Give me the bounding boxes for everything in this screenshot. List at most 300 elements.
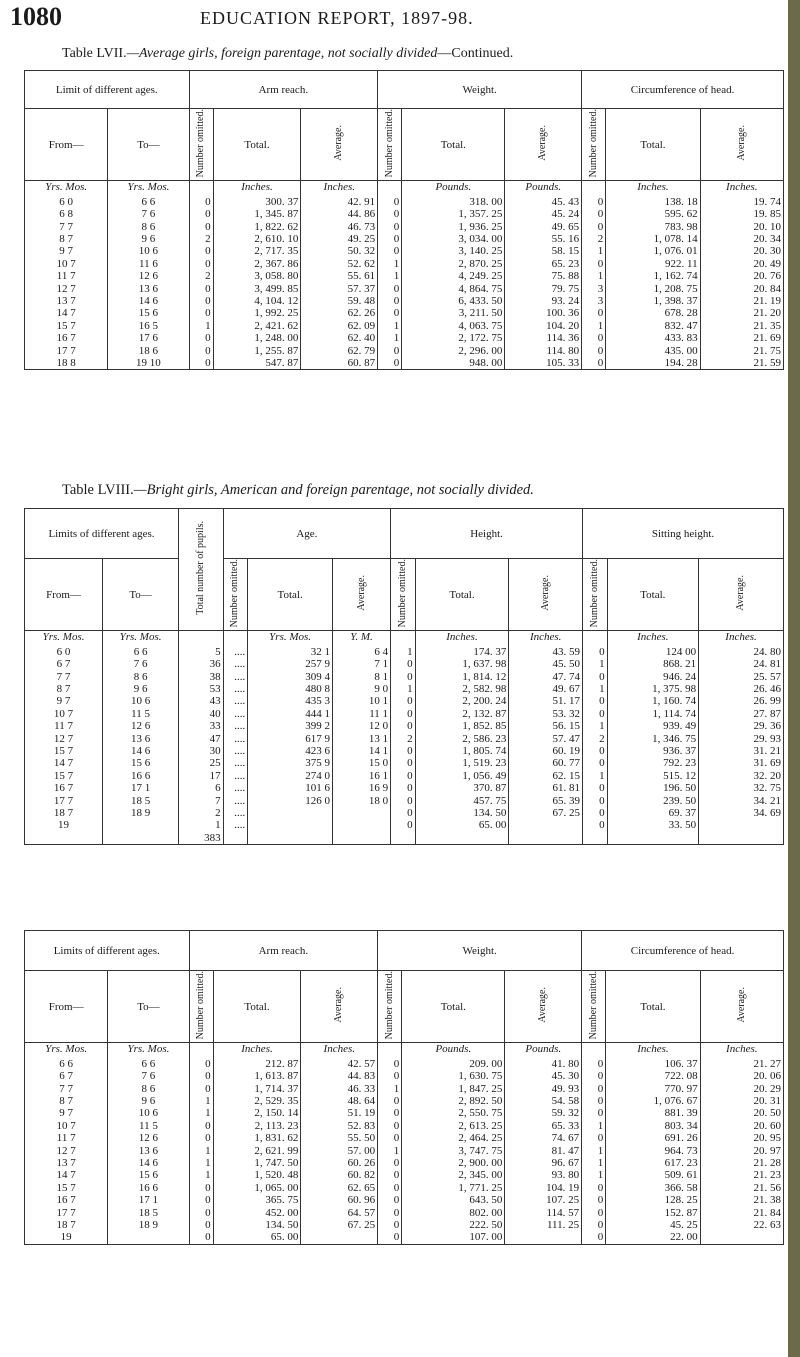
table-row-cell: .... [223, 733, 248, 745]
table57-h-avg-3: Average. [735, 125, 747, 161]
table-row-cell: 1 [378, 258, 402, 270]
unit-row-cell: Yrs. Mos. [103, 631, 179, 644]
table-row-cell: 239. 50 [607, 795, 699, 807]
table-row-cell: 47 [179, 733, 224, 745]
table-row-cell: 0 [189, 1070, 213, 1082]
table-row-cell: 22. 00 [606, 1231, 700, 1244]
table58b-h-from: From— [25, 971, 108, 1043]
table58-h-age: Age. [223, 509, 390, 559]
table57-caption-suffix: —Continued. [437, 46, 514, 61]
table-row-cell: 104. 20 [505, 320, 582, 332]
table-row-cell: 32 1 [248, 644, 333, 658]
table-row-cell: 936. 37 [607, 745, 699, 757]
table-row-cell: 9 6 [108, 233, 189, 245]
unit-row-cell: Inches. [606, 1043, 700, 1056]
table-row-cell: 1 [378, 1145, 402, 1157]
table-row [25, 345, 784, 357]
table58b-h-total-3: Total. [606, 971, 700, 1043]
table-row-cell: 6 7 [25, 658, 103, 670]
table-row-cell: 15 7 [25, 745, 103, 757]
table-row-cell: 18 8 [25, 357, 108, 370]
table-row-cell: 9 7 [25, 695, 103, 707]
table-row [25, 644, 784, 658]
table-row-cell: 1, 162. 74 [606, 270, 700, 282]
table-row-cell: 0 [391, 745, 416, 757]
table-row-cell: 1, 208. 75 [606, 283, 700, 295]
table57-h-total-3: Total. [606, 109, 700, 181]
table-row-cell: 1 [189, 320, 213, 332]
table-row-cell: 0 [391, 720, 416, 732]
table-row-cell: 868. 21 [607, 658, 699, 670]
table-row [25, 1157, 784, 1169]
total-row-cell [391, 832, 416, 845]
page-edge-binding [788, 0, 800, 1357]
table-row-cell: 43. 59 [509, 644, 583, 658]
running-head: EDUCATION REPORT, 1897-98. [200, 8, 474, 28]
table-row-cell: 6 6 [25, 1056, 108, 1070]
table-row-cell: 8 7 [25, 1095, 108, 1107]
table-row-cell: 274 0 [248, 770, 333, 782]
table-row-cell: 1, 747. 50 [213, 1157, 301, 1169]
table-row-cell: 433. 83 [606, 332, 700, 344]
table-row [25, 807, 784, 819]
table-row-cell: 7 6 [103, 658, 179, 670]
table-row-cell: 69. 37 [607, 807, 699, 819]
table-row-cell: 3, 747. 75 [402, 1145, 505, 1157]
table-row-cell: .... [223, 720, 248, 732]
table-row-cell: 1 [583, 658, 608, 670]
table-row-cell: 0 [583, 644, 608, 658]
table-row-cell: 0 [378, 221, 402, 233]
table58-caption-label: Table LVIII. [62, 482, 134, 498]
unit-row-cell: Pounds. [402, 181, 505, 194]
table-row-cell: 2, 550. 75 [402, 1107, 505, 1119]
table-row-cell: 8 6 [108, 1083, 189, 1095]
table-row-cell [103, 819, 179, 831]
table-row-cell: 2, 367. 86 [213, 258, 301, 270]
unit-row-cell: Pounds. [505, 181, 582, 194]
table-row-cell: .... [223, 708, 248, 720]
table-row-cell: 67. 25 [509, 807, 583, 819]
table-row-cell: 16 7 [25, 1194, 108, 1206]
table-row-cell: 67. 25 [301, 1219, 378, 1231]
total-row-cell: 383 [179, 832, 224, 845]
table-row [25, 245, 784, 257]
table-row-cell: 209. 00 [402, 1056, 505, 1070]
table-row-cell: 20. 10 [700, 221, 783, 233]
table-row-cell: 0 [583, 745, 608, 757]
table-row-cell: 3, 058. 80 [213, 270, 301, 282]
unit-row-cell [378, 181, 402, 194]
table-row-cell: 1, 852. 85 [415, 720, 509, 732]
table58b-h-num-2: Number omitted. [383, 971, 395, 1040]
table-row-cell: 33 [179, 720, 224, 732]
table-row [25, 1120, 784, 1132]
table-row-cell: 22. 63 [700, 1219, 783, 1231]
table-row-cell: 13 6 [103, 733, 179, 745]
table-row-cell: 11 7 [25, 720, 103, 732]
table-row-cell: 0 [391, 658, 416, 670]
table-row-cell: 1, 114. 74 [607, 708, 699, 720]
table-row-cell: 55. 50 [301, 1132, 378, 1144]
unit-row-cell: Inches. [301, 181, 378, 194]
table-row-cell: 691. 26 [606, 1132, 700, 1144]
table-row-cell: 21. 75 [700, 345, 783, 357]
table-row-cell: 21. 56 [700, 1182, 783, 1194]
table-row-cell: 0 [189, 295, 213, 307]
table-row-cell: 7 6 [108, 208, 189, 220]
table-row-cell: 53. 32 [509, 708, 583, 720]
table-row-cell: 2, 529. 35 [213, 1095, 301, 1107]
table57-h-limits: Limit of different ages. [25, 71, 190, 109]
table-row-cell: 318. 00 [402, 194, 505, 208]
table-row-cell: 6 0 [25, 194, 108, 208]
table-row-cell: 59. 48 [301, 295, 378, 307]
table-row-cell: 2 [582, 233, 606, 245]
table-row-cell [333, 807, 391, 819]
table-row-cell: 10 7 [25, 1120, 108, 1132]
table-row-cell: 9 0 [333, 683, 391, 695]
table-row [25, 1056, 784, 1070]
table-row-cell: 0 [583, 807, 608, 819]
table-row-cell: 1, 814. 12 [415, 671, 509, 683]
table-row-cell: 1, 076. 01 [606, 245, 700, 257]
table-row-cell: 114. 57 [505, 1207, 582, 1219]
table-row-cell: 75. 88 [505, 270, 582, 282]
table-row-cell: 1, 613. 87 [213, 1070, 301, 1082]
table-row-cell: 14 7 [25, 757, 103, 769]
unit-row-cell: Inches. [213, 181, 301, 194]
table-row-cell: 881. 39 [606, 1107, 700, 1119]
table-row-cell: 4, 104. 12 [213, 295, 301, 307]
table-row-cell: 0 [189, 307, 213, 319]
table-row-cell: 126 0 [248, 795, 333, 807]
unit-row-cell: Inches. [607, 631, 699, 644]
table-row-cell: 60. 19 [509, 745, 583, 757]
table-row-cell: 444 1 [248, 708, 333, 720]
table-row-cell: 0 [189, 208, 213, 220]
table-row-cell: 0 [391, 770, 416, 782]
table-row-cell: 2, 296. 00 [402, 345, 505, 357]
table-row-cell: 7 7 [25, 1083, 108, 1095]
table-row-cell: 11 7 [25, 270, 108, 282]
unit-row [25, 631, 784, 644]
table-row [25, 295, 784, 307]
table-row-cell: 24. 81 [699, 658, 784, 670]
table-row-cell: 3 [582, 295, 606, 307]
table-row-cell: 309 4 [248, 671, 333, 683]
table-row-cell: 26. 46 [699, 683, 784, 695]
table-row-cell: 10 6 [108, 245, 189, 257]
table-row-cell: 0 [583, 671, 608, 683]
table-row-cell: 1 [179, 819, 224, 831]
table-row-cell: 2 [179, 807, 224, 819]
table-row-cell: 0 [189, 1056, 213, 1070]
table-row-cell: 21. 84 [700, 1207, 783, 1219]
table-row-cell: 722. 08 [606, 1070, 700, 1082]
table-row-cell: 803. 34 [606, 1120, 700, 1132]
unit-row-cell: Yrs. Mos. [25, 181, 108, 194]
table-row-cell: 2 [391, 733, 416, 745]
table-row-cell: 17 7 [25, 1207, 108, 1219]
table-row-cell: 55. 16 [505, 233, 582, 245]
table-row-cell: 1, 992. 25 [213, 307, 301, 319]
total-row [25, 832, 784, 845]
table-row-cell: 0 [189, 1207, 213, 1219]
table-row-cell: 43 [179, 695, 224, 707]
table-row-cell: 2, 345. 00 [402, 1169, 505, 1181]
table-row-cell: 29. 36 [699, 720, 784, 732]
table-row-cell: 14 7 [25, 1169, 108, 1181]
table58b-h-weight: Weight. [378, 931, 582, 971]
table-row-cell: 58. 15 [505, 245, 582, 257]
table-row-cell: 34. 21 [699, 795, 784, 807]
table-row [25, 1083, 784, 1095]
table-row-cell: 19 [25, 1231, 108, 1244]
table-row-cell: 3, 034. 00 [402, 233, 505, 245]
table58b-h-arm: Arm reach. [189, 931, 378, 971]
table-row [25, 357, 784, 370]
total-row-cell [103, 832, 179, 845]
table-row-cell: 56. 15 [509, 720, 583, 732]
table-row-cell: 1 [391, 644, 416, 658]
table-row-cell: 20. 29 [700, 1083, 783, 1095]
table-row-cell: 3, 140. 25 [402, 245, 505, 257]
table-row-cell: 46. 33 [301, 1083, 378, 1095]
table-row-cell: 2, 582. 98 [415, 683, 509, 695]
table57-caption-title: —Average girls, foreign parentage, not socially divided [126, 46, 438, 61]
table-row-cell: 0 [582, 208, 606, 220]
table-row-cell: 435. 00 [606, 345, 700, 357]
table-row-cell: 922. 11 [606, 258, 700, 270]
table58-h-num-1: Number omitted. [229, 559, 241, 628]
table-row-cell: 2, 150. 14 [213, 1107, 301, 1119]
table-row-cell: 1, 375. 98 [607, 683, 699, 695]
table-row-cell: 93. 24 [505, 295, 582, 307]
table-row-cell: .... [223, 807, 248, 819]
table-row-cell: 6 6 [108, 194, 189, 208]
table-row-cell: 939. 49 [607, 720, 699, 732]
table-row [25, 782, 784, 794]
table57-h-weight: Weight. [378, 71, 582, 109]
unit-row-cell: Pounds. [505, 1043, 582, 1056]
table-row-cell: 1, 345. 87 [213, 208, 301, 220]
table-row-cell: 13 7 [25, 1157, 108, 1169]
table-row-cell: 2, 464. 25 [402, 1132, 505, 1144]
table-row-cell: 0 [583, 795, 608, 807]
table-row-cell: 2, 586. 23 [415, 733, 509, 745]
table-row [25, 307, 784, 319]
table-row-cell: 38 [179, 671, 224, 683]
table-row-cell: 16 7 [25, 332, 108, 344]
table-row-cell: 17 1 [103, 782, 179, 794]
table-row-cell: 1, 065. 00 [213, 1182, 301, 1194]
table-row [25, 1169, 784, 1181]
table57-h-num-1: Number omitted. [195, 109, 207, 178]
table-row-cell: 16 1 [333, 770, 391, 782]
table-row-cell: 42. 91 [301, 194, 378, 208]
table-row-cell: 1 [582, 1145, 606, 1157]
table-row-cell: 948. 00 [402, 357, 505, 370]
table-row-cell: 26. 99 [699, 695, 784, 707]
table-row-cell: 0 [582, 1070, 606, 1082]
table-row-cell: 0 [378, 194, 402, 208]
unit-row-cell: Yrs. Mos. [248, 631, 333, 644]
table-row-cell: 62. 09 [301, 320, 378, 332]
table-row-cell: 1, 771. 25 [402, 1182, 505, 1194]
table-row-cell: 18 6 [108, 345, 189, 357]
table-row-cell: 12 7 [25, 1145, 108, 1157]
table-row-cell: 0 [378, 1132, 402, 1144]
table-row-cell: 435 3 [248, 695, 333, 707]
table-row-cell: 61. 81 [509, 782, 583, 794]
table-row-cell [248, 807, 333, 819]
table-row-cell: 370. 87 [415, 782, 509, 794]
table-row-cell: 222. 50 [402, 1219, 505, 1231]
table-row-cell: 300. 37 [213, 194, 301, 208]
table-row-cell: 2, 717. 35 [213, 245, 301, 257]
table-row-cell: 57. 37 [301, 283, 378, 295]
table58b-h-num-1: Number omitted. [195, 971, 207, 1040]
table58-h-avg-3: Average. [735, 575, 747, 611]
table-row-cell: 60. 82 [301, 1169, 378, 1181]
table-row-cell: 10 7 [25, 258, 108, 270]
table58b-h-avg-3: Average. [735, 987, 747, 1023]
table-row-cell [700, 1231, 783, 1244]
table58-caption [62, 482, 534, 499]
table-row-cell: 0 [391, 795, 416, 807]
table-row-cell: 107. 25 [505, 1194, 582, 1206]
table-row-cell: 1, 519. 23 [415, 757, 509, 769]
table-row-cell: 1, 160. 74 [607, 695, 699, 707]
table-row-cell: 509. 61 [606, 1169, 700, 1181]
table-row-cell: 32. 20 [699, 770, 784, 782]
table-row-cell: 2, 870. 25 [402, 258, 505, 270]
table-row-cell: 13 7 [25, 295, 108, 307]
table-row-cell: 5 [179, 644, 224, 658]
table-row-cell: 20. 76 [700, 270, 783, 282]
table-row-cell: 57. 47 [509, 733, 583, 745]
total-row-cell [583, 832, 608, 845]
table-row-cell: 194. 28 [606, 357, 700, 370]
table-row-cell: 0 [391, 819, 416, 831]
table-row-cell: 20. 31 [700, 1095, 783, 1107]
table-row-cell: 0 [378, 233, 402, 245]
table-row-cell: 34. 69 [699, 807, 784, 819]
table-row-cell: 1 [189, 1157, 213, 1169]
table-row-cell: 20. 34 [700, 233, 783, 245]
table-row-cell: 365. 75 [213, 1194, 301, 1206]
table-row-cell: 0 [378, 1169, 402, 1181]
table-row-cell: 1 [378, 332, 402, 344]
table-row-cell: 54. 58 [505, 1095, 582, 1107]
table-row-cell: 2, 621. 99 [213, 1145, 301, 1157]
table57-h-avg-1: Average. [333, 125, 345, 161]
table-row-cell: 10 7 [25, 708, 103, 720]
table-row-cell: 0 [189, 1194, 213, 1206]
table-row-cell: 65. 39 [509, 795, 583, 807]
table-row [25, 1194, 784, 1206]
table-row [25, 770, 784, 782]
table-row-cell: 21. 59 [700, 357, 783, 370]
table-row [25, 1132, 784, 1144]
table-row-cell: 0 [582, 307, 606, 319]
table-row-cell: 0 [378, 307, 402, 319]
table-row-cell: 17 1 [108, 1194, 189, 1206]
table-row-cell: 0 [583, 782, 608, 794]
table-row-cell: 1, 346. 75 [607, 733, 699, 745]
table-row-cell: 2, 113. 23 [213, 1120, 301, 1132]
table58b-h-total-1: Total. [213, 971, 301, 1043]
table-row-cell: 17 7 [25, 345, 108, 357]
table-row [25, 683, 784, 695]
table-row-cell: 96. 67 [505, 1157, 582, 1169]
table-row-cell: 13 6 [108, 283, 189, 295]
table-row-cell: 2, 892. 50 [402, 1095, 505, 1107]
table58-h-avg-2: Average. [539, 575, 551, 611]
table-row-cell: 100. 36 [505, 307, 582, 319]
table-row-cell: 1, 078. 14 [606, 233, 700, 245]
total-row-cell [415, 832, 509, 845]
table-row-cell: 11 1 [333, 708, 391, 720]
total-row-cell [223, 832, 248, 845]
table-row-cell: 3, 211. 50 [402, 307, 505, 319]
table-row-cell: 8 1 [333, 671, 391, 683]
total-row-cell [699, 832, 784, 845]
table-row-cell: 1 [189, 1169, 213, 1181]
table-row-cell: 0 [378, 1120, 402, 1132]
table-row [25, 819, 784, 831]
table-row-cell: .... [223, 757, 248, 769]
table-row-cell: 59. 32 [505, 1107, 582, 1119]
table-row-cell: 81. 47 [505, 1145, 582, 1157]
table58-caption-title: —Bright girls, American and foreign parentage, not socially divided. [133, 482, 534, 498]
table-row-cell: 19 10 [108, 357, 189, 370]
table-row-cell: 0 [378, 283, 402, 295]
table-row-cell: 15 6 [108, 1169, 189, 1181]
table-row-cell: 6 6 [103, 644, 179, 658]
table-row-cell: 1 [583, 720, 608, 732]
table-row-cell: 0 [391, 708, 416, 720]
table-row-cell: 1, 357. 25 [402, 208, 505, 220]
table57-h-from: From— [25, 109, 108, 181]
table-row-cell: 55. 61 [301, 270, 378, 282]
table-row-cell: 10 1 [333, 695, 391, 707]
table-row-cell: 12 0 [333, 720, 391, 732]
table-row-cell: 1 [189, 1145, 213, 1157]
table-row-cell: 1, 805. 74 [415, 745, 509, 757]
table-row-cell: 65. 33 [505, 1120, 582, 1132]
table-row-cell: 14 7 [25, 307, 108, 319]
table-row-cell: 15 6 [108, 307, 189, 319]
unit-row-cell: Inches. [606, 181, 700, 194]
table-row [25, 221, 784, 233]
table-row-cell: 8 6 [108, 221, 189, 233]
table58-h-num-3: Number omitted. [588, 559, 600, 628]
table-row-cell: 6 6 [108, 1056, 189, 1070]
table-row-cell: .... [223, 683, 248, 695]
table-row-cell: 0 [391, 807, 416, 819]
table-row-cell: 1, 822. 62 [213, 221, 301, 233]
total-row-cell [607, 832, 699, 845]
table-row [25, 1207, 784, 1219]
table-row-cell: 1 [583, 683, 608, 695]
table-row-cell: 21. 23 [700, 1169, 783, 1181]
table-row-cell: 0 [582, 332, 606, 344]
table-row-cell: 457. 75 [415, 795, 509, 807]
table-row-cell: 65. 00 [213, 1231, 301, 1244]
total-row-cell [248, 832, 333, 845]
